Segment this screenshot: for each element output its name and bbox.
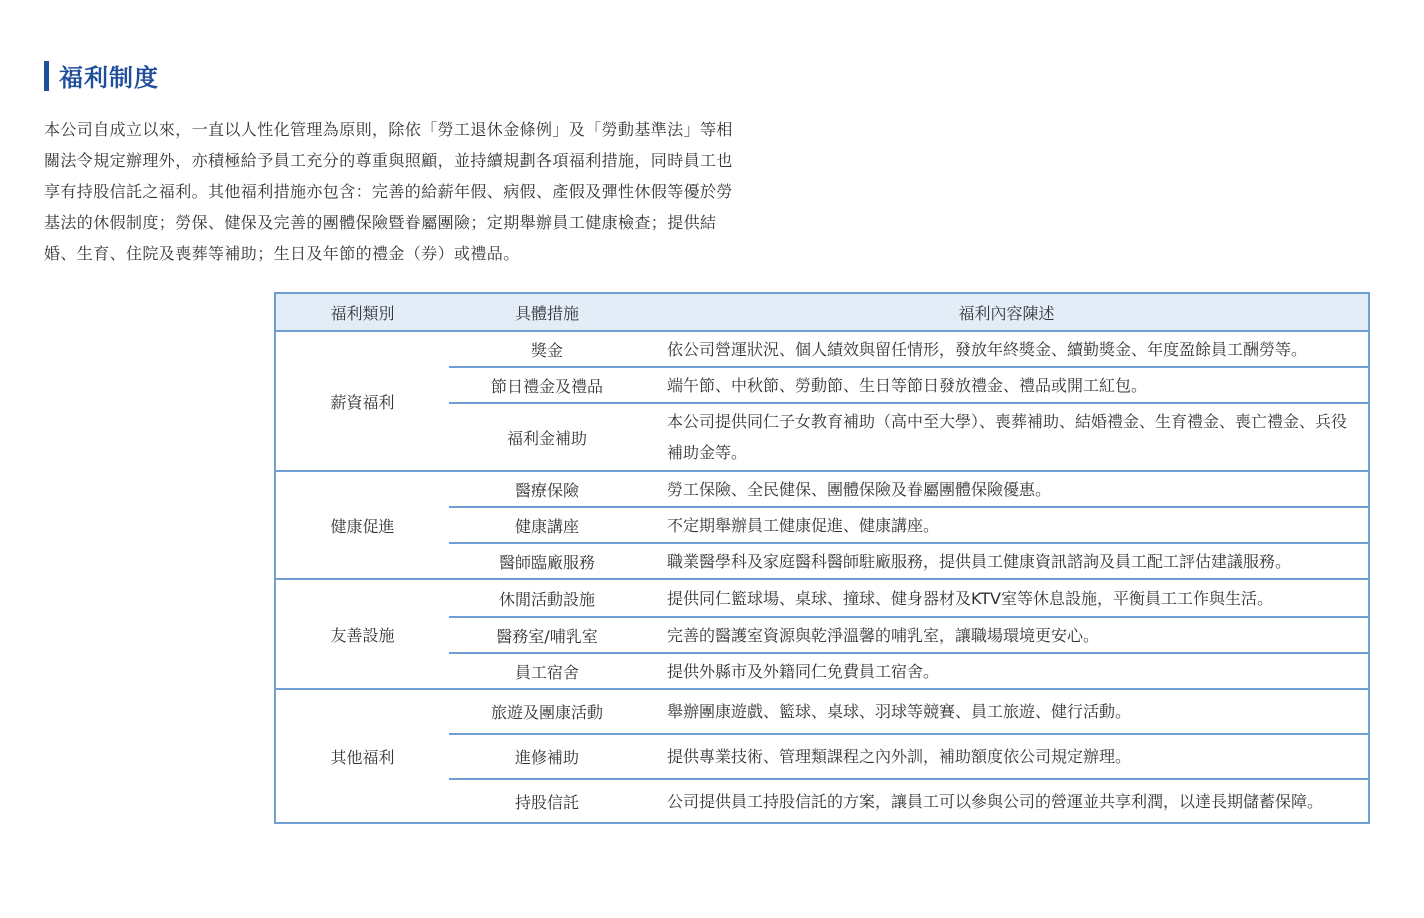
table-row [275, 689, 1369, 734]
description-cell: 舉辦團康遊戲、籃球、桌球、羽球等競賽、員工旅遊、健行活動。 [645, 689, 1369, 734]
header-description: 福利內容陳述 [645, 293, 1369, 331]
description-cell: 提供同仁籃球場、桌球、撞球、健身器材及KTV室等休息設施，平衡員工工作與生活。 [645, 579, 1369, 617]
measure-cell: 節日禮金及禮品 [449, 367, 645, 403]
description-cell: 提供專業技術、管理類課程之內外訓，補助額度依公司規定辦理。 [645, 734, 1369, 779]
description-cell: 職業醫學科及家庭醫科醫師駐廠服務，提供員工健康資訊諮詢及員工配工評估建議服務。 [645, 543, 1369, 579]
category-cell: 友善設施 [275, 579, 449, 689]
measure-cell: 休閒活動設施 [449, 579, 645, 617]
measure-cell: 福利金補助 [449, 403, 645, 471]
heading-accent-bar [44, 61, 49, 91]
measure-cell: 醫師臨廠服務 [449, 543, 645, 579]
section-heading [44, 58, 159, 93]
description-cell: 完善的醫護室資源與乾淨溫馨的哺乳室，讓職場環境更安心。 [645, 617, 1369, 653]
header-category: 福利類別 [275, 293, 449, 331]
measure-cell: 員工宿舍 [449, 653, 645, 689]
intro-paragraph: 本公司自成立以來，一直以人性化管理為原則，除依「勞工退休金條例」及「勞動基準法」等相關法令規定辦理外，亦積極給予員工充分的尊重與照顧，並持續規劃各項福利措施，同時員工也享有持股信託之福利。其他福利措施亦包含：完善的給薪年假、病假、產假及彈性休假等優於勞基法的休假制度；勞保、健保及完善的團體保險暨眷屬團險；定期舉辦員工健康檢查；提供結婚、生育、住院及喪葬等補助；生日及年節的禮金（券）或禮品。 [44, 120, 733, 263]
description-cell: 提供外縣市及外籍同仁免費員工宿舍。 [645, 653, 1369, 689]
description-cell: 勞工保險、全民健保、團體保險及眷屬團體保險優惠。 [645, 471, 1369, 507]
description-cell: 端午節、中秋節、勞動節、生日等節日發放禮金、禮品或開工紅包。 [645, 367, 1369, 403]
description-cell: 依公司營運狀況、個人績效與留任情形，發放年終獎金、續勤獎金、年度盈餘員工酬勞等。 [645, 331, 1369, 367]
table-row [275, 331, 1369, 367]
measure-cell: 獎金 [449, 331, 645, 367]
description-cell: 公司提供員工持股信託的方案，讓員工可以參與公司的營運並共享利潤，以達長期儲蓄保障。 [667, 791, 1324, 811]
measure-cell: 進修補助 [449, 734, 645, 779]
measure-cell: 持股信託 [514, 792, 579, 812]
measure-cell: 旅遊及團康活動 [449, 689, 645, 734]
page-title: 福利制度 [59, 64, 159, 92]
table-row [275, 579, 1369, 617]
category-cell: 薪資福利 [275, 331, 449, 471]
benefits-table [274, 292, 1370, 824]
measure-cell: 健康講座 [449, 507, 645, 543]
header-measure: 具體措施 [449, 293, 645, 331]
category-cell: 健康促進 [275, 471, 449, 579]
description-cell: 不定期舉辦員工健康促進、健康講座。 [645, 507, 1369, 543]
table-row [275, 471, 1369, 507]
description-cell: 本公司提供同仁子女教育補助（高中至大學）、喪葬補助、結婚禮金、生育禮金、喪亡禮金、兵役補助金等。 [645, 403, 1369, 471]
category-cell: 其他福利 [330, 747, 395, 767]
table-header-row [275, 293, 1369, 331]
measure-cell: 醫療保險 [449, 471, 645, 507]
measure-cell: 醫務室/哺乳室 [449, 617, 645, 653]
